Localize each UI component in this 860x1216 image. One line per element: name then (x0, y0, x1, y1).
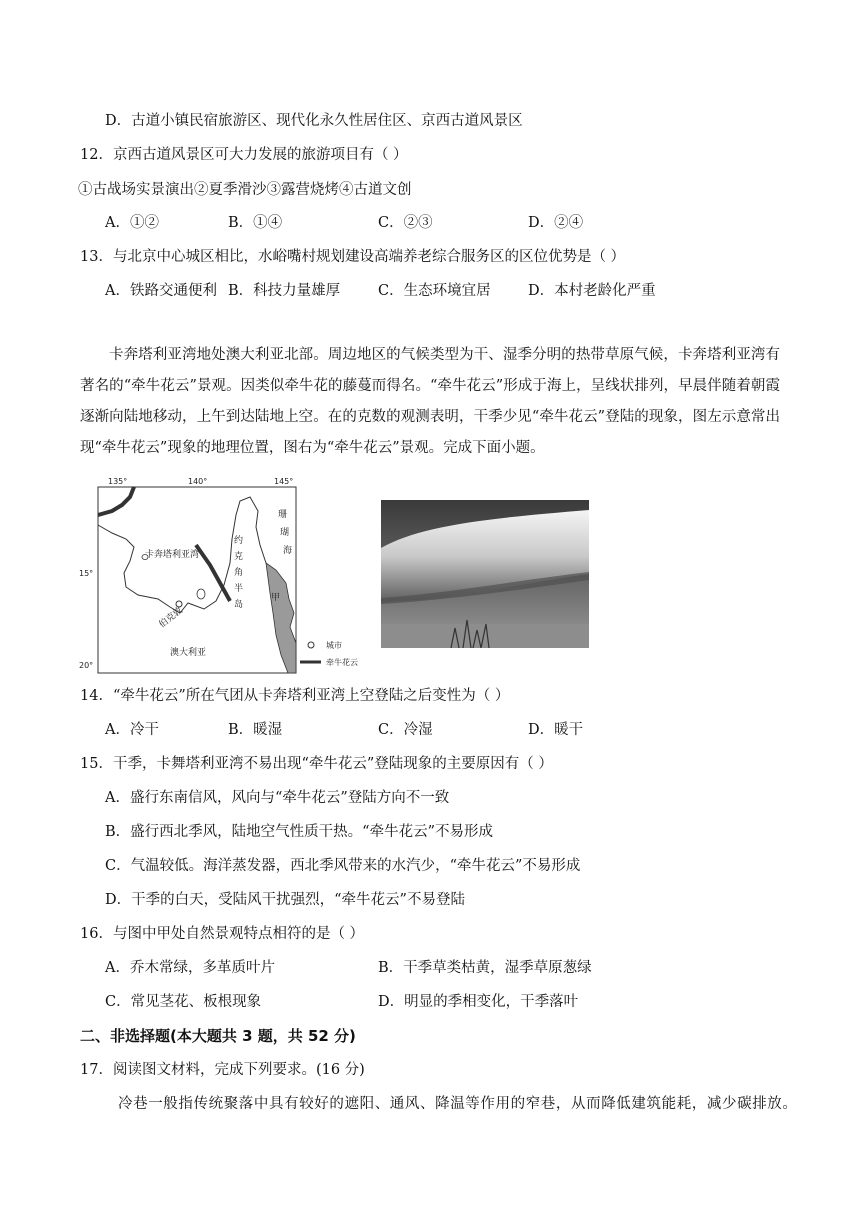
q14-option-b: B．暖湿 (228, 722, 283, 738)
continent-label: 澳大利亚 (170, 648, 207, 658)
q16-stem: 16．与图中甲处自然景观特点相符的是（ ） (80, 926, 365, 942)
q14-option-d: D．暖干 (528, 722, 584, 738)
q16-option-c: C．常见茎花、板根现象 (105, 994, 262, 1010)
cloud-photo (381, 500, 589, 648)
legend-city-label: 城市 (326, 641, 342, 650)
q15-option-c: C．气温较低。海洋蒸发器，西北季风带来的水汽少，“牵牛花云”不易形成 (105, 858, 581, 874)
point-jia-label: 甲 (271, 593, 281, 603)
sea-char-3: 海 (283, 546, 293, 556)
q16-option-a: A．乔木常绿，多革质叶片 (105, 960, 275, 976)
q14-option-a: A．冷干 (105, 722, 159, 738)
q12-option-b: B．①④ (228, 215, 283, 231)
q15-option-d: D．干季的白天，受陆风干扰强烈，“牵牛花云”不易登陆 (105, 892, 465, 908)
q17-stem: 17．阅读图文材料，完成下列要求。(16 分) (80, 1062, 365, 1078)
legend-city-symbol (308, 642, 314, 648)
q14-option-c: C．冷湿 (378, 722, 433, 738)
q15-option-b: B．盛行西北季风，陆地空气性质干热。“牵牛花云”不易形成 (105, 824, 493, 840)
q12-option-a: A．①② (105, 215, 159, 231)
q12-stem: 12．京西古道风景区可大力发展的旅游项目有（ ） (80, 147, 408, 163)
lon-label-135: 135° (108, 477, 128, 486)
peninsula-char-3: 角 (234, 568, 244, 578)
gulf-label: 卡奔塔利亚湾 (145, 550, 200, 560)
q13-option-a: A．铁路交通便利 (105, 283, 217, 299)
passage: 卡奔塔利亚湾地处澳大利亚北部。周边地区的气候类型为干、湿季分明的热带草原气候，卡奔塔利亚湾有著名的“牵牛花云”景观。因类似牵牛花的藤蔓而得名。“牵牛花云”形成于海上，呈线状排列，早晨伴随着朝霞逐渐向陆地移动，上午到达陆地上空。在的克数的观测表明，干季少见“牵牛花云”登陆的现象，图左示意常出现“牵牛花云”现象的地理位置，图右为“牵牛花云”景观。完成下面小题。 (80, 347, 780, 456)
section-2-heading: 二、非选择题(本大题共 3 题，共 52 分) (80, 1027, 356, 1045)
q13-stem: 13．与北京中心城区相比，水峪嘴村规划建设高端养老综合服务区的区位优势是（ ） (80, 249, 626, 265)
lat-label-20: 20° (79, 661, 94, 670)
sea-char-2: 瑚 (280, 528, 290, 538)
q12-option-c: C．②③ (378, 215, 433, 231)
sea-char-1: 珊 (278, 510, 288, 520)
city-label: 伯克敦 (157, 605, 185, 631)
q14-stem: 14．“牵牛花云”所在气团从卡奔塔利亚湾上空登陆之后变性为（ ） (80, 688, 510, 704)
legend-cloud-label: 牵牛花云 (326, 658, 358, 667)
peninsula-char-4: 半 (234, 584, 244, 594)
lon-label-140: 140° (188, 477, 208, 486)
peninsula-char-1: 约 (234, 536, 244, 546)
q11-option-d: D．古道小镇民宿旅游区、现代化永久性居住区、京西古道风景区 (105, 113, 523, 129)
q16-option-b: B．干季草类枯黄，湿季草原葱绿 (378, 960, 592, 976)
q16-option-d: D．明显的季相变化，干季落叶 (378, 994, 579, 1010)
q17-text: 冷巷一般指传统聚落中具有较好的遮阳、通风、降温等作用的窄巷，从而降低建筑能耗，减少碳排放。 (118, 1096, 798, 1112)
q12-option-d: D．②④ (528, 215, 584, 231)
q13-option-b: B．科技力量雄厚 (228, 283, 341, 299)
q13-option-d: D．本村老龄化严重 (528, 283, 656, 299)
q15-option-a: A．盛行东南信风，风向与“牵牛花云”登陆方向不一致 (105, 790, 450, 806)
peninsula-char-5: 岛 (234, 600, 244, 610)
peninsula-char-2: 克 (234, 552, 244, 562)
location-map (78, 475, 378, 675)
lon-label-145: 145° (274, 477, 294, 486)
q13-option-c: C．生态环境宜居 (378, 283, 491, 299)
lat-label-15: 15° (79, 569, 94, 578)
q15-stem: 15．干季，卡舞塔利亚湾不易出现“牵牛花云”登陆现象的主要原因有（ ） (80, 756, 553, 772)
q12-items: ①古战场实景演出②夏季滑沙③露营烧烤④古道文创 (78, 182, 412, 198)
